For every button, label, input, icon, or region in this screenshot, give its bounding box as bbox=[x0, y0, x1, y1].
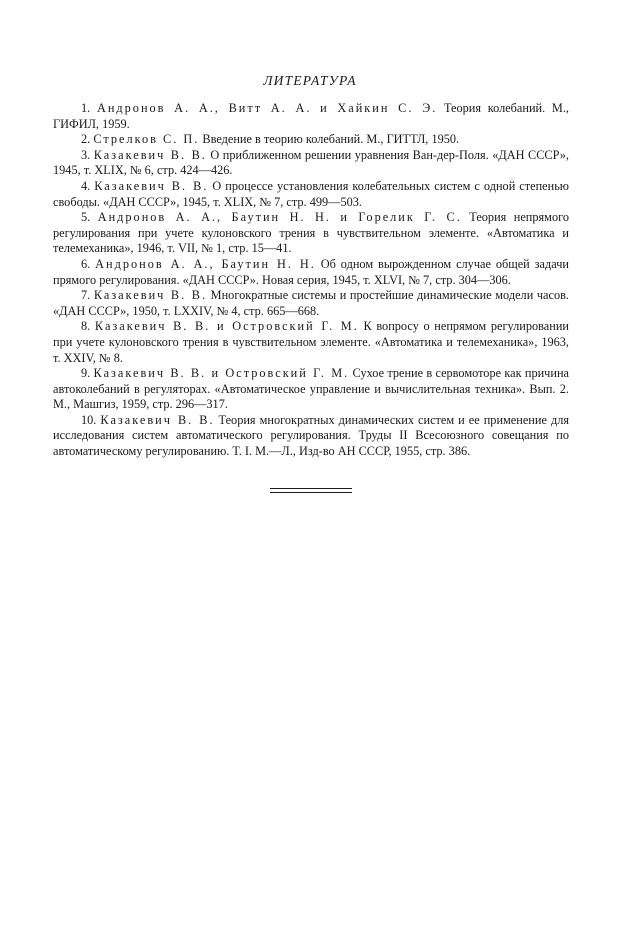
reference-number: 6. bbox=[81, 256, 91, 271]
reference-authors: Андронов А. А., Витт А. А. и Хайкин С. Э. bbox=[96, 101, 438, 115]
reference-number: 2. bbox=[81, 132, 91, 147]
reference-text: Введение в теорию колебаний. М., ГИТТЛ, 1950. bbox=[199, 132, 460, 147]
reference-authors: Казакевич В. В. bbox=[93, 288, 208, 303]
reference-item bbox=[53, 101, 569, 132]
reference-item bbox=[53, 132, 569, 148]
reference-text: Теория колебаний. М., ГИФИЛ, 1959. bbox=[53, 101, 569, 131]
reference-item bbox=[53, 179, 569, 210]
reference-item bbox=[53, 210, 569, 257]
reference-list bbox=[53, 101, 569, 460]
reference-authors: Андронов А. А., Баутин Н. Н. bbox=[95, 256, 316, 271]
reference-number: 4. bbox=[81, 178, 91, 193]
reference-number: 1. bbox=[81, 101, 91, 115]
reference-text: Теория непрямого регулирования при учете кулоновского трения в чувствительном элементе. «Автоматика и телемеханика», 1946, т. VII, № 1, стр. 15—41. bbox=[53, 210, 569, 256]
reference-text: Теория многократных динамических систем и ее применение для исследования систем автоматического регулирования. Труды II Всесоюзного совещания по автоматическому регулированию. Т. I. М.—Л., Изд-во АН СССР, 1955, стр. 386. bbox=[53, 412, 569, 459]
reference-authors: Казакевич В. В. и Островский Г. М. bbox=[94, 319, 359, 334]
reference-authors: Казакевич В. В. и Островский Г. М. bbox=[93, 366, 350, 381]
reference-text: Об одном вырожденном случае общей задачи прямого регулирования. «ДАН СССР». Новая серия, 1945, т. XLVI, № 7, стр. 304—306. bbox=[53, 256, 569, 287]
reference-text: Многократные системы и простейшие динамические модели часов. «ДАН СССР», 1950, т. LXXIV, № 4, стр. 665—668. bbox=[53, 288, 569, 318]
reference-item bbox=[53, 319, 569, 366]
end-divider bbox=[270, 488, 352, 493]
reference-authors: Казакевич В. В. bbox=[94, 178, 209, 193]
reference-item bbox=[53, 413, 569, 460]
reference-number: 8. bbox=[81, 319, 91, 334]
reference-authors: Стрелков С. П. bbox=[93, 132, 200, 147]
reference-text: Сухое трение в сервомоторе как причина автоколебаний в регуляторах. «Автоматическое управление и вычислительная техника». Вып. 2. М., Машгиз, 1959, стр. 296—317. bbox=[53, 366, 569, 412]
reference-text: О процессе установления колебательных систем с одной степенью свободы. «ДАН СССР», 1945, т. XLIX, № 7, стр. 499—503. bbox=[53, 178, 569, 209]
reference-number: 5. bbox=[81, 210, 91, 225]
reference-item bbox=[53, 148, 569, 179]
reference-authors: Казакевич В. В. bbox=[100, 412, 215, 427]
reference-authors: Андронов А. А., Баутин Н. Н. и Горелик Г. С. bbox=[97, 210, 462, 225]
reference-text: О приближенном решении уравнения Ван-дер-Поля. «ДАН СССР», 1945, т. XLIX, № 6, стр. 424—426. bbox=[53, 147, 569, 178]
reference-number: 10. bbox=[81, 412, 97, 427]
reference-number: 7. bbox=[81, 288, 91, 303]
reference-item bbox=[53, 288, 569, 319]
reference-authors: Казакевич В. В. bbox=[93, 147, 207, 162]
page-heading: ЛИТЕРАТУРА bbox=[263, 73, 357, 88]
reference-item bbox=[53, 257, 569, 288]
reference-number: 9. bbox=[81, 366, 91, 381]
reference-text: К вопросу о непрямом регулировании при учете кулоновского трения в чувствительном элементе. «Автоматика и телемеханика», 1963, т. XXIV, № 8. bbox=[53, 319, 569, 365]
reference-number: 3. bbox=[81, 147, 91, 162]
reference-item bbox=[53, 366, 569, 413]
